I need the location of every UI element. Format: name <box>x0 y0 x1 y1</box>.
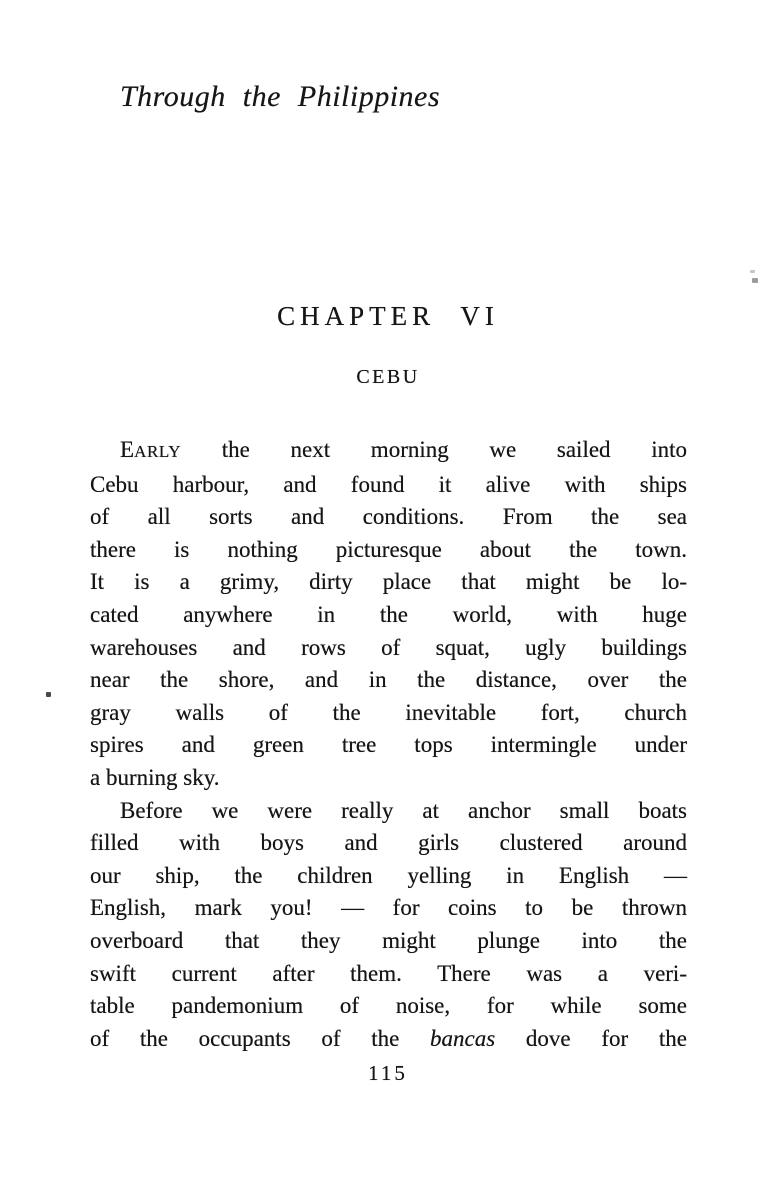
text-segment: table pandemonium of noise, for while some <box>90 993 687 1019</box>
text-segment: the next morning we sailed into <box>181 437 687 462</box>
text-line <box>90 892 687 925</box>
text-line <box>90 599 687 632</box>
text-line <box>90 860 687 893</box>
text-segment: English, mark you! — for coins to be thrown <box>90 895 687 921</box>
text-segment: a burning sky. <box>90 764 220 790</box>
text-segment: there is nothing picturesque about the town. <box>90 536 687 562</box>
text-segment: gray walls of the inevitable fort, church <box>90 699 687 725</box>
text-line <box>90 469 687 502</box>
text-segment: Before we were really at anchor small boats <box>120 797 687 823</box>
text-segment: of all sorts and conditions. From the sea <box>90 504 687 530</box>
text-segment: It is a grimy, dirty place that might be lo- <box>90 569 687 595</box>
text-segment: near the shore, and in the distance, over the <box>90 667 687 693</box>
running-head: Through the Philippines <box>120 80 441 113</box>
text-line <box>90 925 687 958</box>
text-line <box>90 990 687 1023</box>
text-line <box>90 697 687 730</box>
text-line <box>90 1023 687 1056</box>
page-number: 115 <box>368 1061 408 1085</box>
text-segment: of the occupants of the <box>90 1025 431 1051</box>
text-line <box>90 795 687 828</box>
chapter-subtitle: CEBU <box>356 366 420 388</box>
text-segment: overboard that they might plunge into the <box>90 927 687 953</box>
text-line <box>90 434 687 469</box>
body-text <box>90 434 687 1055</box>
print-speck <box>46 692 51 697</box>
print-speck <box>752 278 758 283</box>
text-segment-smallcaps: ARLY <box>134 442 182 461</box>
text-segment: cated anywhere in the world, with huge <box>90 601 687 627</box>
print-speck <box>750 270 755 273</box>
text-line <box>90 762 687 795</box>
text-line <box>90 827 687 860</box>
text-segment: swift current after them. There was a veri- <box>90 960 687 986</box>
text-line <box>90 958 687 991</box>
text-line <box>90 729 687 762</box>
text-line <box>90 566 687 599</box>
text-line <box>90 534 687 567</box>
text-line <box>90 664 687 697</box>
text-segment: warehouses and rows of squat, ugly buildings <box>90 634 687 660</box>
text-line <box>90 501 687 534</box>
text-line <box>90 632 687 665</box>
text-segment: dove for the <box>495 1025 687 1051</box>
text-segment: spires and green tree tops intermingle under <box>90 732 687 758</box>
text-segment: filled with boys and girls clustered around <box>90 830 687 856</box>
text-segment-italic: bancas <box>430 1025 496 1051</box>
text-segment: our ship, the children yelling in English — <box>90 862 687 888</box>
text-segment: Cebu harbour, and found it alive with ships <box>90 471 687 497</box>
chapter-heading: CHAPTER VI <box>277 301 499 331</box>
text-segment: E <box>120 437 135 462</box>
